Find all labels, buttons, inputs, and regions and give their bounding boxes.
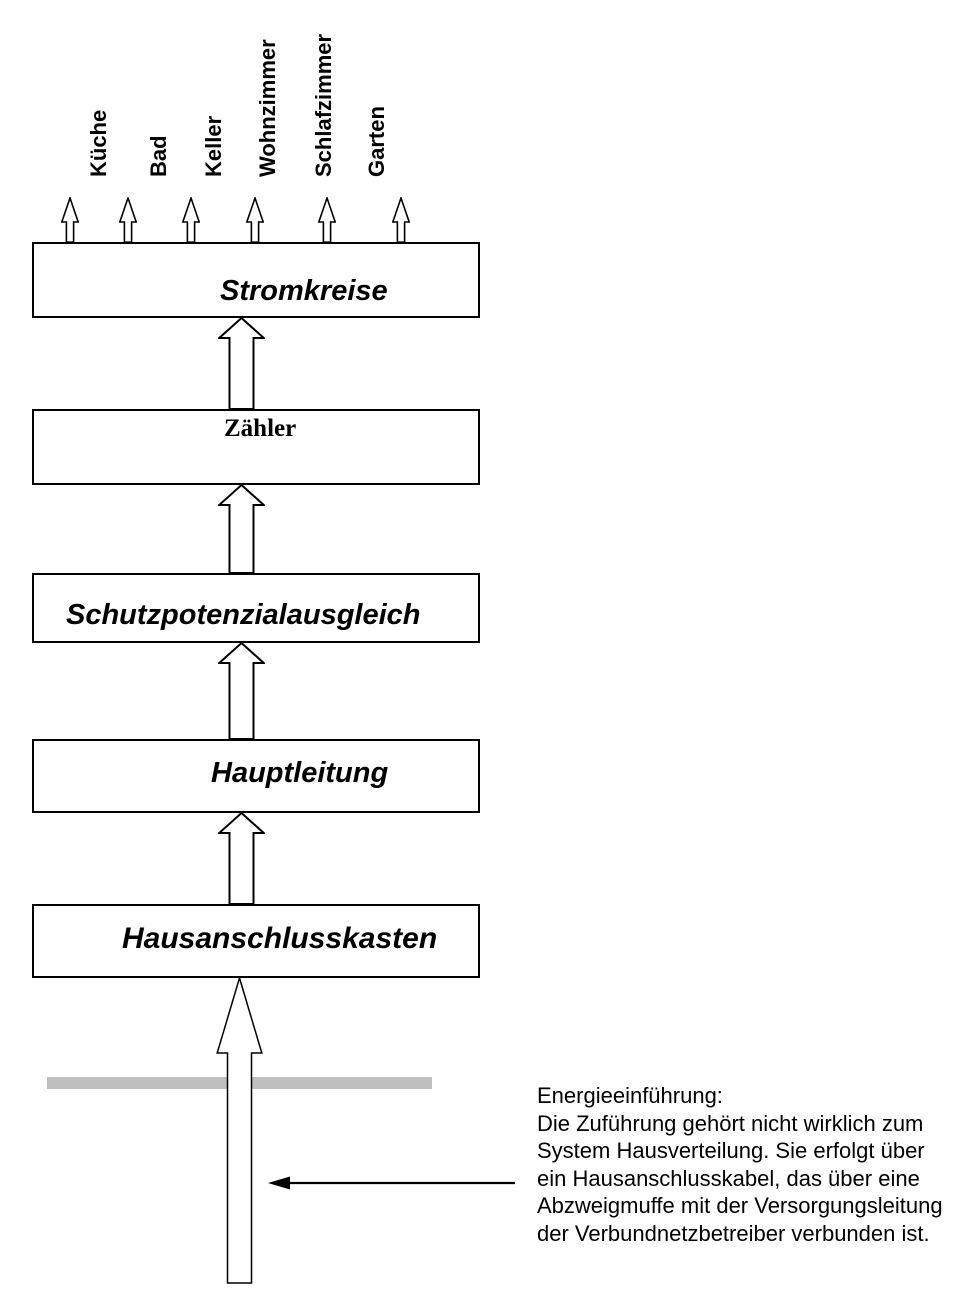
annotation-line: Energieeinführung: — [537, 1083, 723, 1108]
room-label-bad: Bad — [146, 135, 171, 177]
annotation-line: System Hausverteilung. Sie erfolgt über — [537, 1138, 925, 1163]
flow-up-arrow-icon — [218, 484, 265, 574]
annotation-line: der Verbundnetzbetreiber verbunden ist. — [537, 1220, 930, 1246]
supply-up-arrow-icon — [216, 977, 263, 1284]
annotation-line: Die Zuführung gehört nicht wirklich zum — [537, 1110, 924, 1136]
room-label-kueche: Küche — [86, 109, 111, 177]
up-arrow-icon — [182, 197, 200, 243]
room-label-schlafzimmer: Schlafzimmer — [311, 33, 336, 177]
up-arrow-icon — [392, 197, 410, 243]
annotation-energieeinfuehrung — [537, 1082, 974, 1247]
annotation-pointer-arrow-icon — [266, 1174, 516, 1192]
label-schutzpotenzialausgleich: Schutzpotenzialausgleich — [66, 599, 421, 631]
label-zaehler: Zähler — [224, 415, 297, 442]
up-arrow-icon — [119, 197, 137, 243]
up-arrow-icon — [61, 197, 79, 243]
up-arrow-icon — [246, 197, 264, 243]
room-label-garten: Garten — [364, 106, 389, 177]
label-hausanschlusskasten: Hausanschlusskasten — [122, 922, 438, 955]
label-stromkreise: Stromkreise — [220, 275, 388, 307]
up-arrow-icon — [318, 197, 336, 243]
flow-up-arrow-icon — [218, 812, 265, 905]
room-label-keller: Keller — [201, 115, 226, 177]
room-label-wohnzimmer: Wohnzimmer — [255, 39, 280, 177]
annotation-line: Abzweigmuffe mit der Versorgungsleitung — [537, 1193, 943, 1218]
label-hauptleitung: Hauptleitung — [211, 757, 389, 789]
flow-up-arrow-icon — [218, 317, 265, 410]
annotation-line: ein Hausanschlusskabel, das über eine — [537, 1165, 920, 1191]
flow-up-arrow-icon — [218, 642, 265, 740]
